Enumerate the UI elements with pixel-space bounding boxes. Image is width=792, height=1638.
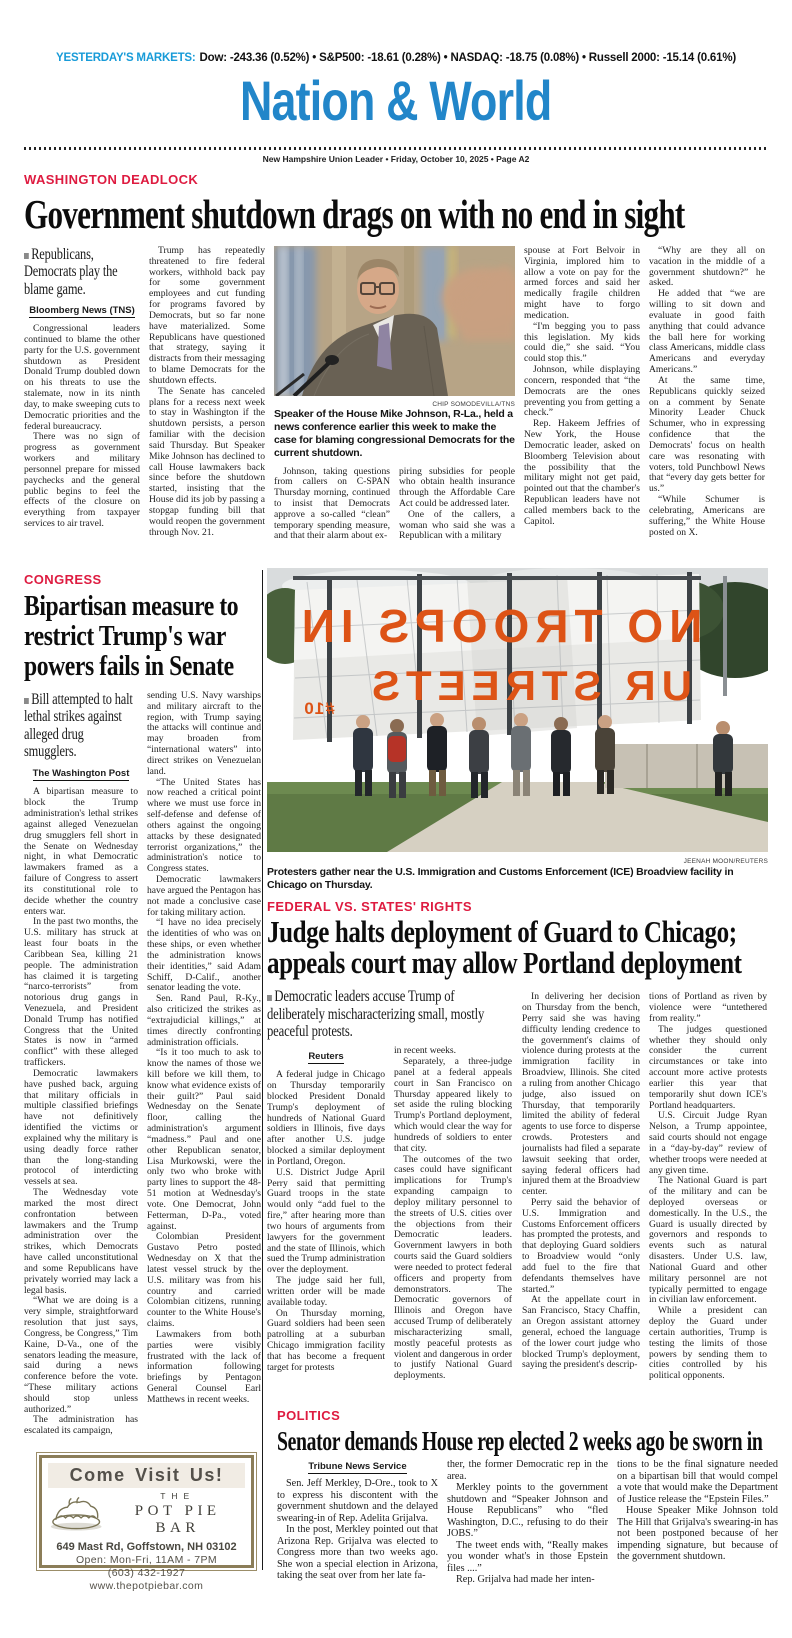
paragraph: Democratic lawmakers have pushed back, arguing that military officials in multiple classified briefings have not definitively identified the victims or explained why the military is using deadly force rather than the long-standing protocol of interdicting vessels at sea. [24, 1067, 138, 1188]
paragraph: The Senate has canceled plans for a recess next week to stay in Washington if the shutdown persists, a person familiar with the decision said Thursday. But Speaker Mike Johnson has declined to call House lawmakers back since before the shutdown started, insisting that the House did its job by passing a stopgap funding bill that would reopen the government through Nov. 21. [149, 385, 265, 538]
war-powers-col1-text [24, 787, 138, 1437]
guard-col3-text [522, 992, 640, 1382]
paragraph: Colombian President Gustavo Petro posted Wednesday on X that the latest vessel struck by the U.S. military was from his country and carried Colombian citizens, running counter to the White House's claims. [147, 1231, 261, 1330]
protest-photo-caption: Protesters gather near the U.S. Immigration and Customs Enforcement (ICE) Broadview facility in Chicago on Thursday. [267, 866, 734, 892]
protest-photo-credit: JEENAH MOON/REUTERS [683, 858, 768, 865]
pot-pie-bar-ad [36, 1452, 257, 1592]
paragraph: The tweet ends with, “Really makes you wonder what's in those Epstein files ....” [447, 1539, 608, 1574]
guard-col4-text [649, 992, 767, 1382]
guard-columns [267, 988, 768, 1408]
paragraph: A federal judge in Chicago on Thursday temporarily blocked President Donald Trump's deployment of hundreds of National Guard soldiers in Illinois, five days after another U.S. judge blocked a similar deployment in Portland, Oregon. [267, 1069, 385, 1167]
paragraph: A bipartisan measure to block the Trump administration's lethal strikes against alleged Venezuelan drug smugglers fell short in the Senate on Wednesday night, in what Democratic lawmakers framed as a failure of Congress to assert its constitutional role to decide whether the country enters war. [24, 786, 138, 917]
paragraph: Sen. Rand Paul, R-Ky., also criticized the strikes as “extrajudicial killings,” at times directly confronting administration officials. [147, 993, 261, 1048]
war-powers-subhead: Bill attempted to halt lethal strikes against alleged drug smugglers. [24, 691, 133, 761]
sworn-in-col1 [277, 1459, 438, 1609]
paragraph: Separately, a three-judge panel at a federal appeals court in San Francisco on Thursday appeared likely to set aside the ruling blocking Trump's Portland deployment, which would clear the way for hundreds of soldiers to enter that city. [394, 1056, 512, 1154]
square-bullet-icon [24, 698, 29, 704]
article-shutdown [24, 172, 768, 564]
shutdown-col3-text [274, 467, 390, 563]
headline-guard: Judge halts deployment of Guard to Chicago; appeals court may allow Portland deployment [267, 914, 742, 981]
paragraph: The administration has escalated its campaign, [24, 1414, 138, 1437]
johnson-photo-caption: Speaker of the House Mike Johnson, R-La., held a news conference earlier this week to make the case for blaming congressional Democrats for the current shutdown. [274, 408, 515, 460]
markets-quotes: Dow: -243.36 (0.52%) • S&P500: -18.61 (0.28%) • NASDAQ: -18.75 (0.08%) • Russell 2000: -15.14 (0.61%) [199, 52, 736, 64]
shutdown-col6-text [649, 246, 765, 564]
article-sworn-in [277, 1408, 780, 1609]
paragraph: While a president can deploy the Guard under certain authorities, Trump is testing the limits of those powers by sending them to cities controlled by his political opponents. [649, 1305, 767, 1382]
masthead [0, 68, 792, 133]
protest-photo [267, 568, 768, 852]
sworn-in-col3-text [617, 1459, 778, 1609]
ad-brand-the: THE [160, 1491, 196, 1501]
paragraph: Congressional leaders continued to blame the other party for the U.S. government shutdown as President Donald Trump doubled down on his threats to use the stalemate, now in its ninth day, to make sweeping cuts to Democratic priorities and the federal bureaucracy. [24, 323, 140, 432]
ad-address: 649 Mast Rd, Goffstown, NH 03102 [56, 1541, 237, 1553]
headline-sworn-in: Senator demands House rep elected 2 weeks ago be sworn in [277, 1426, 763, 1456]
war-powers-col2-text [147, 691, 261, 1455]
paragraph: Lawmakers from both parties were visibly frustrated with the lack of information following briefings by Pentagon General Counsel Earl Matthews in recent weeks. [147, 1328, 261, 1405]
ad-headline: Come Visit Us! [48, 1463, 245, 1488]
paragraph: ther, the former Democratic rep in the area. [447, 1459, 608, 1482]
pot-pie-icon [48, 1496, 104, 1532]
kicker-congress: CONGRESS [24, 572, 102, 587]
dateline: New Hampshire Union Leader • Friday, October 10, 2025 • Page A2 [262, 154, 530, 164]
headline-shutdown: Government shutdown drags on with no end in sight [24, 191, 685, 237]
shutdown-col1 [24, 246, 140, 564]
sworn-in-col2-text [447, 1459, 608, 1609]
markets-label: YESTERDAY'S MARKETS: [56, 52, 196, 64]
paragraph: tions to be the final signature needed on a bipartisan bill that would compel a vote that would make the Department of Justice release the “Epstein Files.” [617, 1459, 778, 1505]
paragraph: Rep. Hakeem Jeffries of New York, the House Democratic leader, asked on Bloomberg Television about the possibility that the military might not get paid, pointed out that the chamber's Republican leaders have not called members back to the Capitol. [524, 418, 640, 527]
sworn-in-byline: Tribune News Service [308, 1461, 407, 1472]
banner-text-line2: UR STREETS [365, 662, 693, 709]
paragraph: The judges questioned whether they should only consider the current circumstances or take into account more active protests earlier this year that temporarily shut down ICE's Portland headquarters. [649, 1023, 767, 1111]
guard-subhead: Democratic leaders accuse Trump of deliberately mischaracterizing small, mostly peaceful protests. [267, 988, 485, 1040]
article-war-powers [24, 572, 262, 1455]
guard-col2-text [394, 1046, 512, 1382]
banner-text-tag: #10 [303, 699, 335, 718]
paragraph: Johnson, taking questions from callers on C-SPAN Thursday morning, continued to insist that Democrats approve a so-called “clean” temporary spending measure, and that their alarm about ex- [274, 466, 390, 542]
paragraph: One of the callers, a woman who said she was a Republican with a military [399, 508, 515, 542]
shutdown-byline: Bloomberg News (TNS) [29, 305, 135, 317]
kicker-federal-states-rights: FEDERAL VS. STATES' RIGHTS [267, 899, 472, 915]
masthead-title: Nation & World [240, 69, 552, 132]
shutdown-photo-block [274, 246, 515, 564]
paragraph: spouse at Fort Belvoir in Virginia, implored him to allow a vote on pay for the armed forces and said her medically fragile children might have to forgo medication. [524, 246, 640, 321]
guard-byline: Reuters [308, 1051, 344, 1063]
ad-website: www.thepotpiebar.com [89, 1580, 204, 1592]
paragraph: piring subsidies for people who obtain health insurance through the Affordable Care Act could be addressed later. [399, 466, 515, 509]
banner-text-line1: NO TROOPS IN [295, 600, 703, 652]
paragraph: Trump has repeatedly threatened to fire federal workers, withhold back pay for some government employees and cut funding for programs favored by Democrats, but so far none have materialized. Some Republicans have questioned that strategy, saying it distracts from their messaging to blame Democrats for the shutdown effects. [149, 246, 265, 386]
paragraph: “What we are doing is a very simple, straightforward resolution that just says, Congress, be Congress,” Tim Kaine, D-Va., one of the senators leading the measure, said during a news conference before the vote. “These military actions should stop unless authorized.” [24, 1295, 138, 1415]
guard-left-half [267, 988, 513, 1408]
article-guard [267, 568, 768, 1408]
ad-hours: Open: Mon-Fri, 11AM - 7PM [75, 1554, 218, 1566]
square-bullet-icon [267, 995, 272, 1001]
kicker-politics: POLITICS [277, 1408, 341, 1423]
ad-brand-name: POT PIE BAR [134, 1503, 221, 1536]
ad-phone: (603) 432-1927 [107, 1567, 186, 1579]
guard-col1-text [267, 1070, 385, 1373]
dotted-rule [24, 147, 768, 150]
paragraph: In the post, Merkley pointed out that Arizona Rep. Grijalva was elected to Congress more than two weeks ago. She won a special election in Arizona, taking the seat over from her late fa- [277, 1524, 438, 1582]
paragraph: The National Guard is part of the military and can be deployed overseas or domestically. In the U.S., the Guard is usually directed by governors and responds to events such as natural disasters. Under U.S. law, National Guard and other military personnel are not typically permitted to engage in civilian law enforcement. [649, 1175, 767, 1306]
paragraph: “I have no idea precisely the identities of who was on these ships, or even whether the administration knows their identities,” said Adam Schiff, D-Calif., another senator leading the vote. [147, 917, 261, 994]
paragraph: On Thursday morning, Guard soldiers had been seen patrolling at a suburban Chicago immigration facility that has become a frequent target for protests [267, 1307, 385, 1373]
paragraph: Merkley points to the government shutdown and “Speaker Johnson and House Republicans” who “fled Washington, D.C., refusing to do their JOBS.” [447, 1482, 608, 1540]
paragraph: tions of Portland as riven by violence were “untethered from reality.” [649, 992, 767, 1024]
paragraph: Perry said the behavior of U.S. Immigration and Customs Enforcement officers has prompted the protests, and that deploying Guard soldiers to Broadview would “only add fuel to the fire that defendants themselves have started.” [522, 1196, 640, 1295]
shutdown-columns [24, 246, 768, 564]
shutdown-col2-text [149, 246, 265, 564]
headline-war-powers: Bipartisan measure to restrict Trump's war powers fails in Senate [24, 590, 239, 683]
sworn-in-columns [277, 1459, 780, 1609]
paragraph: “Why are they all on vacation in the middle of a government shutdown?” he asked. [649, 246, 765, 289]
paragraph: U.S. District Judge April Perry said that permitting Guard troops in the state would only “add fuel to the fire,” after hearing more than two hours of arguments from lawyers for the government and the state of Illinois, which sued the Trump administration over the deployment. [267, 1166, 385, 1276]
war-powers-byline: The Washington Post [32, 768, 130, 780]
paragraph: He added that “we are willing to sit down and evaluate in good faith anything that could advance the ball here for working class Americans, middle class Americans and everyday Americans.” [649, 288, 765, 376]
paragraph: Democratic lawmakers have argued the Pentagon has not made a conclusive case for taking military action. [147, 874, 261, 918]
paragraph: Sen. Jeff Merkley, D-Ore., took to X to express his discontent with the government shutdown and the delayed swearing-in of Rep. Adelita Grijalva. [277, 1478, 438, 1524]
johnson-photo-credit: CHIP SOMODEVILLA/TNS [432, 401, 515, 408]
kicker-washington-deadlock: WASHINGTON DEADLOCK [24, 172, 199, 187]
shutdown-col1-text [24, 324, 140, 530]
shutdown-col4-text [399, 467, 515, 563]
paragraph: “While Schumer is celebrating, Americans are suffering,” the White House posted on X. [649, 494, 765, 538]
paragraph: “The United States has now reached a critical point where we must use force in self-defense and defense of others against the ongoing attacks by these designated terrorist organizations,” the administration's notice to Congress states. [147, 776, 261, 875]
paragraph: Rep. Grijalva had made her inten- [456, 1574, 595, 1586]
vertical-column-rule [262, 570, 263, 1570]
guard-col1 [267, 1046, 385, 1382]
paragraph: The outcomes of the two cases could have significant implications for Trump's expanding campaign to deploy military personnel to the streets of U.S. cities over the objections from their Democratic leaders. Government lawyers in both courts said the Guard soldiers were needed to protect federal officers and property from demonstrators. The Democratic governors of Illinois and Oregon have accused Trump of deliberately mischaracterizing small, mostly peaceful protests as violent and dangerous in order to justify National Guard deployments. [394, 1153, 512, 1382]
shutdown-col5-text [524, 246, 640, 564]
paragraph: The Wednesday vote marked the most direct confrontation between lawmakers and the Trump administration over the strikes, which Democrats have called unconstitutional and some Republicans have privately worried may lack a legal basis. [24, 1187, 138, 1296]
sworn-in-col1-text [277, 1478, 438, 1582]
paragraph: In delivering her decision on Thursday from the bench, Perry said she was having difficulty lending credence to the government's claims of violence during protests at the immigration facility in Broadview, Illinois. She cited a ruling from another Chicago judge, also issued on Thursday, that temporarily limited the ability of federal agents to use force to disperse crowds. Protesters and journalists had filed a separate lawsuit seeking that order, saying federal officers had injured them at the Broadview center. [522, 992, 640, 1198]
paragraph: Johnson, while displaying concern, responded that “the Democrats are the ones preventing you from getting a check.” [524, 364, 640, 419]
paragraph: The judge said her full, written order will be made available today. [267, 1275, 385, 1308]
war-powers-col1 [24, 691, 138, 1455]
guard-right-half [522, 988, 768, 1408]
johnson-photo [274, 246, 515, 396]
paragraph: At the appellate court in San Francisco, Stacy Chaffin, an Oregon assistant attorney general, echoed the language of the lower court judge who blocked Trump's deployment, saying the president's descrip- [522, 1294, 640, 1371]
paragraph: sending U.S. Navy warships and military aircraft to the region, with Trump saying the attacks will continue and may broaden from “international waters” into direct strikes on Venezuelan land. [147, 691, 261, 777]
paragraph: in recent weeks. [394, 1046, 457, 1057]
paragraph: House Speaker Mike Johnson told The Hill that Grijalva's swearing-in has not been postponed because of her impending signature, but because of the government shutdown. [617, 1505, 778, 1563]
square-bullet-icon [24, 253, 29, 259]
paragraph: “Is it too much to ask to know the names of those we kill before we kill them, to know what evidence exists of their guilt?” Paul said Wednesday on the Senate floor, calling the administration's argument “madness.” Paul and one other Republican senator, Lisa Murkowski, were the only two who broke with party lines to support the 48-51 motion at Wednesday's vote. One Democrat, John Fetterman, D-Pa., voted against. [147, 1047, 261, 1232]
paragraph: “I'm begging you to pass this legislation. My kids could die,” she said. “You could stop this.” [524, 320, 640, 365]
markets-bar [0, 52, 792, 64]
paragraph: In the past two months, the U.S. military has struck at least four boats in the Caribbean Sea, killing 21 people. The administration has claimed it is targeting “narco-terrorists” from notorious drug gangs in Venezuela, and President Donald Trump has notified Congress that the United States is now in “armed conflict” with these alleged traffickers. [24, 916, 138, 1069]
shutdown-subhead: Republicans, Democrats play the blame game. [24, 246, 118, 298]
paragraph: U.S. Circuit Judge Ryan Nelson, a Trump appointee, said courts should not engage in a “day-by-day” review of whether troops were needed at any given time. [649, 1110, 767, 1176]
war-powers-columns [24, 691, 262, 1455]
paragraph: There was no sign of progress as government workers and military personnel prepare for missed paychecks and the general public begins to feel the effects of the closure on everything from taxpayer services to air travel. [24, 431, 140, 529]
paragraph: At the same time, Republicans quickly seized on a comment by Senate Minority Leader Chuck Schumer, who in expressing confidence that the Democrats' focus on health care was resonating with voters, told Punchbowl News that “every day gets better for us.” [649, 374, 765, 495]
